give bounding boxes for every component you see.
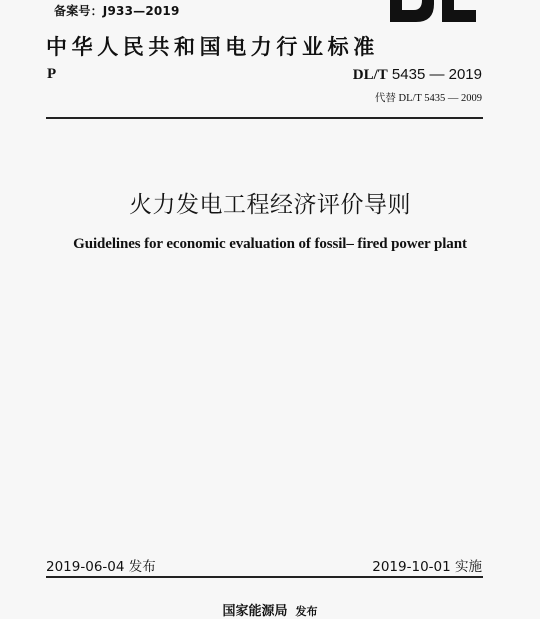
header-divider <box>46 117 483 119</box>
dl-logo <box>382 0 478 22</box>
standard-code: DL/T <box>352 67 388 83</box>
industry-standard-heading: 中华人民共和国电力行业标准 <box>46 35 379 59</box>
issuer-name: 国家能源局 <box>222 604 288 619</box>
logo-letter-l <box>442 0 476 22</box>
issuer-line <box>0 600 540 619</box>
logo-letter-d <box>390 0 434 22</box>
standard-category: P <box>47 66 57 82</box>
standard-number <box>353 66 482 84</box>
footer-divider <box>46 576 483 578</box>
issuer-verb: 发布 <box>295 605 318 618</box>
replaces-standard: 代替 DL/T 5435 — 2009 <box>374 93 482 104</box>
document-title-english: Guidelines for economic evaluation of fossil– fired power plant <box>73 236 467 252</box>
document-title-chinese: 火力发电工程经济评价导则 <box>129 192 411 218</box>
implementation-date: 2019-10-01 实施 <box>372 559 482 575</box>
standard-serial: 5435 — 2019 <box>391 66 482 83</box>
record-number: 备案号：J933—2019 <box>54 4 180 18</box>
issue-date: 2019-06-04 发布 <box>46 559 156 575</box>
